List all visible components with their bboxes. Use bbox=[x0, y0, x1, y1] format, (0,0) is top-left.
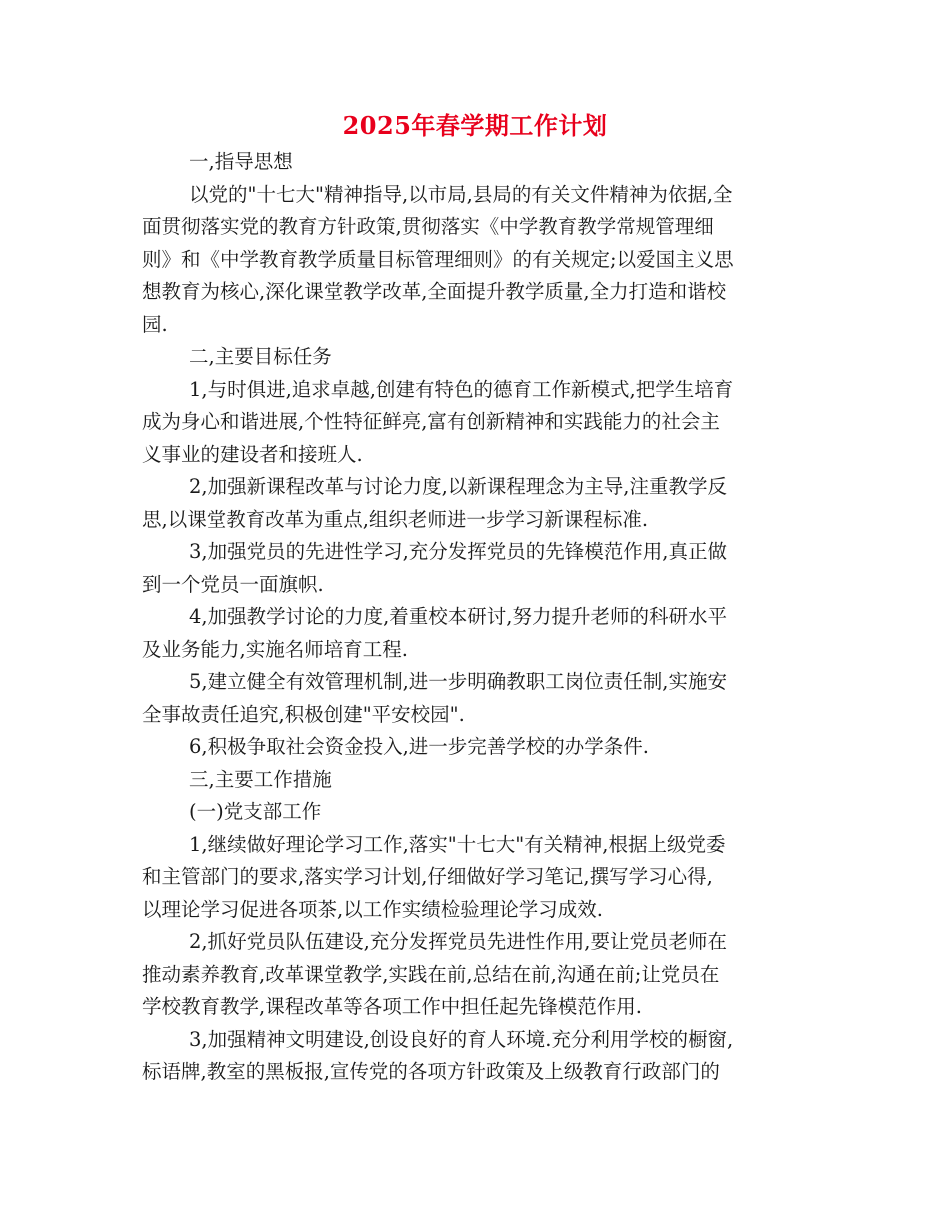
text-line: 6,积极争取社会资金投入,进一步完善学校的办学条件. bbox=[189, 735, 650, 758]
text-line: 面贯彻落实党的教育方针政策,贯彻落实《中学教育教学常规管理细 bbox=[142, 215, 714, 238]
text-line: 则》和《中学教育教学质量目标管理细则》的有关规定;以爱国主义思 bbox=[142, 247, 734, 271]
text-line: 到一个党员一面旗帜. bbox=[142, 572, 324, 596]
text-line: 4,加强教学讨论的力度,着重校本研讨,努力提升老师的科研水平 bbox=[189, 605, 728, 628]
text-line: 学校教育教学,课程改革等各项工作中担任起先锋模范作用. bbox=[142, 995, 642, 1018]
text-line: 三,主要工作措施 bbox=[189, 767, 332, 791]
text-line: 3,加强党员的先进性学习,充分发挥党员的先锋模范作用,真正做 bbox=[189, 540, 728, 563]
text-line: 1,继续做好理论学习工作,落实"十七大"有关精神,根据上级党委 bbox=[189, 832, 726, 856]
text-line: 2,加强新课程改革与讨论力度,以新课程理念为主导,注重教学反 bbox=[189, 475, 728, 498]
text-line: 3,加强精神文明建设,创设良好的育人环境.充分利用学校的橱窗, bbox=[189, 1027, 734, 1051]
text-line: 义事业的建设者和接班人. bbox=[142, 442, 363, 466]
text-line: 和主管部门的要求,落实学习计划,仔细做好学习笔记,撰写学习心得, bbox=[142, 865, 713, 888]
text-line: 标语牌,教室的黑板报,宣传党的各项方针政策及上级教育行政部门的 bbox=[142, 1060, 720, 1083]
text-line: 成为身心和谐进展,个性特征鲜亮,富有创新精神和实践能力的社会主 bbox=[142, 410, 720, 433]
text-line: 全事故责任追究,积极创建"平安校园". bbox=[142, 702, 465, 726]
text-line: 5,建立健全有效管理机制,进一步明确教职工岗位责任制,实施安 bbox=[189, 670, 728, 693]
text-line: 思,以课堂教育改革为重点,组织老师进一步学习新课程标准. bbox=[142, 507, 649, 531]
text-line: 以党的"十七大"精神指导,以市局,县局的有关文件精神为依据,全 bbox=[189, 182, 733, 206]
document-body bbox=[142, 146, 808, 1089]
document-title: 2025年春学期工作计划 bbox=[342, 111, 608, 140]
text-line: 二,主要目标任务 bbox=[189, 345, 332, 368]
text-line: 园. bbox=[142, 312, 168, 336]
text-line: 及业务能力,实施名师培育工程. bbox=[142, 637, 408, 661]
text-line: 以理论学习促进各项茶,以工作实绩检验理论学习成效. bbox=[142, 897, 603, 921]
text-line: 一,指导思想 bbox=[189, 150, 293, 173]
text-line: (一)党支部工作 bbox=[189, 800, 322, 823]
text-line: 1,与时俱进,追求卓越,创建有特色的德育工作新模式,把学生培育 bbox=[189, 377, 734, 401]
text-line: 想教育为核心,深化课堂教学改革,全面提升教学质量,全力打造和谐校 bbox=[142, 280, 727, 303]
text-line: 2,抓好党员队伍建设,充分发挥党员先进性作用,要让党员老师在 bbox=[189, 930, 728, 953]
text-line: 推动素养教育,改革课堂教学,实践在前,总结在前,沟通在前;让党员在 bbox=[142, 962, 720, 986]
